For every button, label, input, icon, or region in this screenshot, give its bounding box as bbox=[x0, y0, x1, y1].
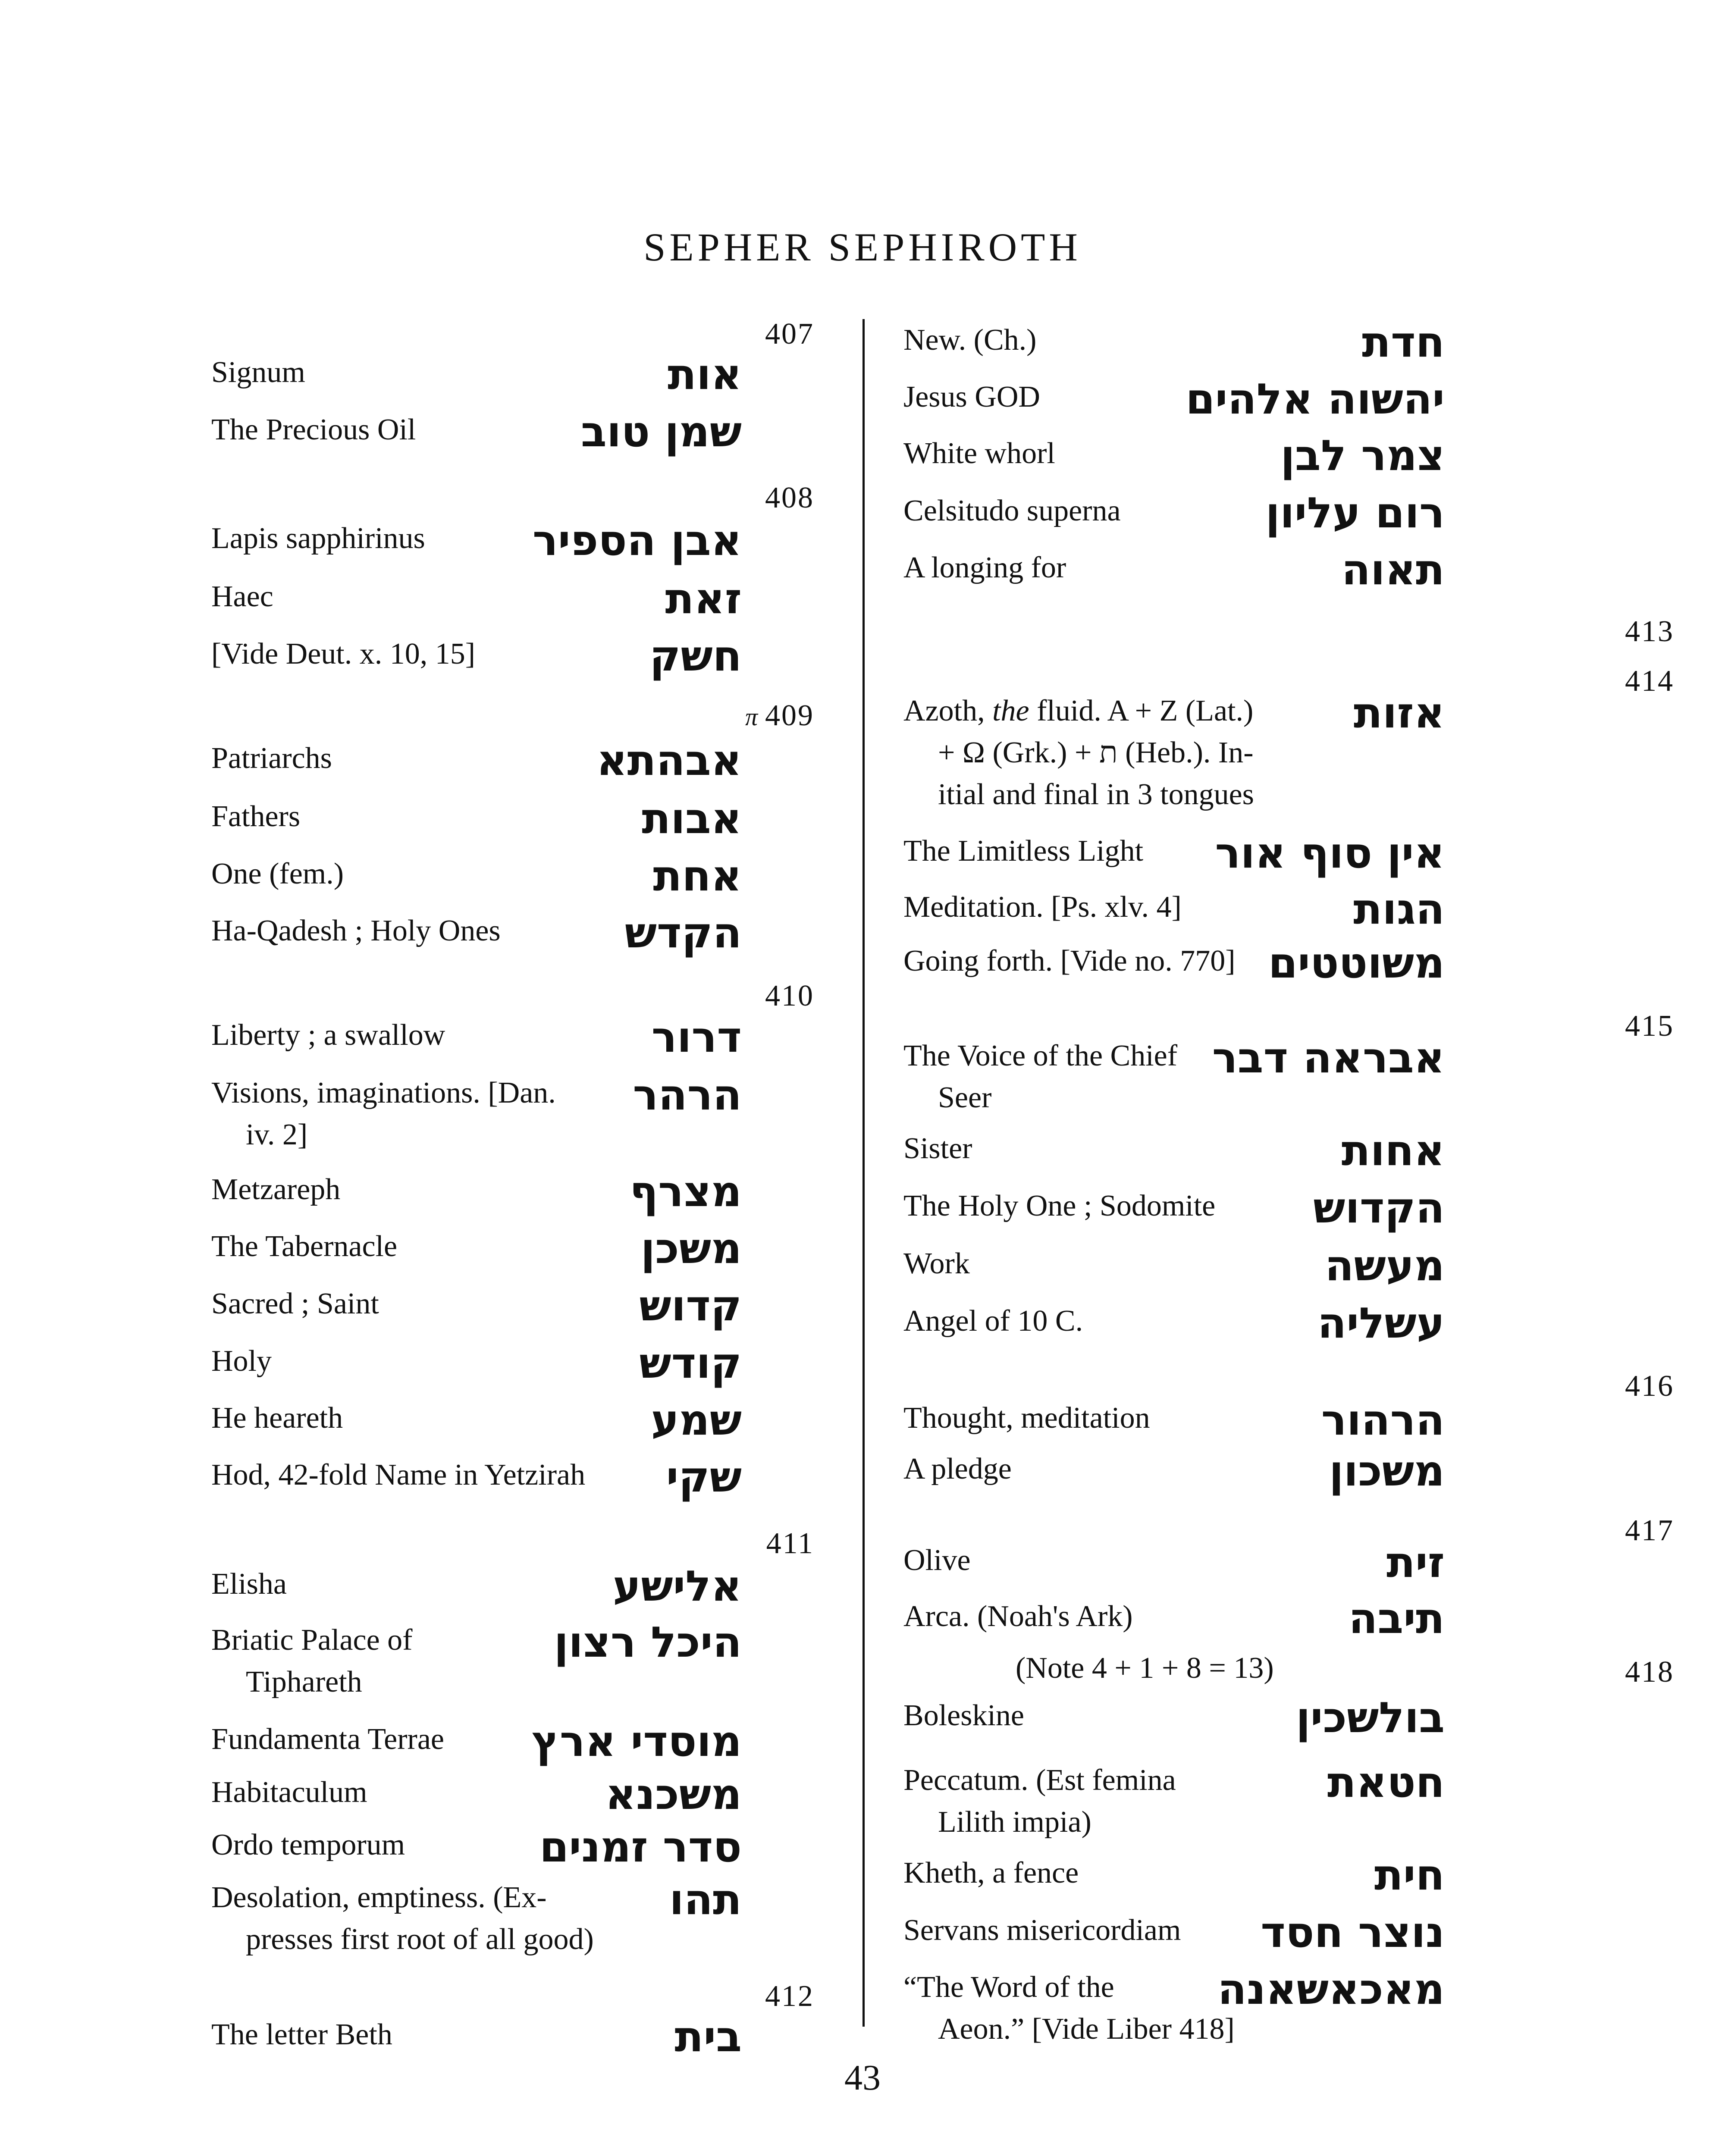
entry-hebrew: אבהתא bbox=[596, 736, 742, 785]
entry-hebrew: הגות bbox=[1353, 885, 1445, 934]
entry-english: Olive bbox=[903, 1544, 971, 1577]
entry-english: Kheth, a fence bbox=[903, 1856, 1079, 1890]
entry-number-418: 418 bbox=[1625, 1655, 1674, 1689]
entry-english bbox=[211, 1619, 412, 1703]
entry-hebrew: מעשה bbox=[1325, 1241, 1445, 1291]
entry-hebrew: זית bbox=[1386, 1538, 1445, 1587]
entry-english: New. (Ch.) bbox=[903, 323, 1037, 357]
entry-english: Holy bbox=[211, 1344, 272, 1378]
entry-english-line: Desolation, emptiness. (Ex- bbox=[211, 1881, 547, 1914]
entry-english: Sacred ; Saint bbox=[211, 1287, 379, 1320]
entry-english: Arca. (Noah's Ark) bbox=[903, 1600, 1133, 1633]
entry-english: Ordo temporum bbox=[211, 1828, 405, 1861]
page-number: 43 bbox=[844, 2058, 881, 2098]
entry-english-continuation: presses first root of all good) bbox=[246, 1923, 594, 1956]
entry-hebrew: קדוש bbox=[639, 1282, 742, 1331]
entry-hebrew: הרהור bbox=[1321, 1396, 1445, 1445]
entry-number-417: 417 bbox=[1625, 1514, 1674, 1547]
entry-english: Boleskine bbox=[903, 1699, 1024, 1732]
entry-hebrew: הקדש bbox=[624, 909, 742, 958]
entry-number-411: 411 bbox=[766, 1527, 814, 1560]
entry-hebrew: שקי bbox=[666, 1453, 742, 1502]
entry-english-line: Visions, imaginations. [Dan. bbox=[211, 1076, 556, 1109]
entry-hebrew: אבראה דבר bbox=[1212, 1034, 1445, 1083]
entry-hebrew: אחת bbox=[653, 852, 742, 901]
entry-hebrew: אבן הספיר bbox=[532, 516, 742, 565]
entry-english: White whorl bbox=[903, 437, 1055, 470]
entry-hebrew: תיבה bbox=[1349, 1594, 1445, 1643]
entry-number-414: 414 bbox=[1625, 664, 1674, 698]
entry-english-continuation: iv. 2] bbox=[246, 1118, 308, 1151]
entry-hebrew: רום עליון bbox=[1265, 489, 1445, 538]
entry-hebrew: שמע bbox=[651, 1396, 742, 1445]
entry-english: Sister bbox=[903, 1132, 972, 1165]
entry-english bbox=[903, 1759, 1176, 1843]
entry-number-416: 416 bbox=[1625, 1369, 1674, 1403]
entry-hebrew: חטאת bbox=[1327, 1758, 1445, 1807]
entry-number-409 bbox=[745, 701, 814, 731]
entry-number-407: 407 bbox=[765, 317, 814, 351]
entry-hebrew: חדת bbox=[1362, 318, 1445, 367]
entry-english bbox=[903, 1966, 1235, 2050]
entry-english: The Holy One ; Sodomite bbox=[903, 1189, 1216, 1222]
entry-english-line bbox=[903, 694, 1253, 727]
entry-hebrew: בולשכין bbox=[1295, 1693, 1445, 1742]
page-title: SEPHER SEPHIROTH bbox=[643, 225, 1082, 269]
entry-hebrew: תאוה bbox=[1341, 545, 1445, 595]
entry-english: Going forth. [Vide no. 770] bbox=[903, 944, 1236, 978]
entry-english-continuation: + Ω (Grk.) + ת (Heb.). In- bbox=[938, 736, 1254, 769]
entry-english: Fathers bbox=[211, 800, 301, 833]
entry-hebrew: זאת bbox=[665, 574, 742, 624]
entry-hebrew: אבות bbox=[642, 794, 742, 843]
entry-hebrew: חית bbox=[1374, 1851, 1445, 1900]
entry-hebrew: הקדוש bbox=[1313, 1184, 1445, 1233]
entry-hebrew: תהו bbox=[669, 1875, 742, 1924]
entry-english: The letter Beth bbox=[211, 2018, 392, 2051]
entry-hebrew: קודש bbox=[639, 1339, 742, 1388]
entry-english: The Limitless Light bbox=[903, 834, 1144, 868]
entry-english: The Tabernacle bbox=[211, 1230, 398, 1263]
entry-english-continuation: itial and final in 3 tongues bbox=[938, 778, 1254, 811]
entry-hebrew: מאכאשאנה bbox=[1217, 1965, 1445, 2014]
entry-number-408: 408 bbox=[765, 481, 814, 514]
entry-english bbox=[211, 1877, 594, 1960]
entry-number-413: 413 bbox=[1625, 615, 1674, 648]
entry-hebrew: משוטטים bbox=[1268, 939, 1445, 988]
italic-word: the bbox=[992, 694, 1029, 727]
entry-english: Meditation. [Ps. xlv. 4] bbox=[903, 890, 1182, 924]
entry-english: A longing for bbox=[903, 551, 1066, 584]
entry-number-415: 415 bbox=[1625, 1009, 1674, 1043]
entry-hebrew: נוצר חסד bbox=[1261, 1908, 1445, 1957]
entry-hebrew: אין סוף אור bbox=[1215, 829, 1445, 878]
entry-english-continuation: Aeon.” [Vide Liber 418] bbox=[938, 2012, 1235, 2046]
entry-english: Celsitudo superna bbox=[903, 494, 1121, 527]
entry-english: Signum bbox=[211, 356, 305, 389]
entry-english: A pledge bbox=[903, 1452, 1012, 1485]
entry-english: [Vide Deut. x. 10, 15] bbox=[211, 637, 476, 671]
entry-english bbox=[903, 690, 1254, 815]
entry-english: Patriarchs bbox=[211, 742, 332, 775]
entry-english-line: Briatic Palace of bbox=[211, 1623, 413, 1657]
entry-hebrew: היכל רצון bbox=[554, 1618, 742, 1667]
entry-english-line: “The Word of the bbox=[903, 1971, 1114, 2004]
entry-number-412: 412 bbox=[765, 1980, 814, 2013]
entry-number-410: 410 bbox=[765, 979, 814, 1012]
entry-english: Thought, meditation bbox=[903, 1401, 1150, 1435]
entry-hebrew: מוסדי ארץ bbox=[532, 1717, 742, 1766]
entry-english: Hod, 42-fold Name in Yetzirah bbox=[211, 1458, 586, 1492]
entry-english: Liberty ; a swallow bbox=[211, 1018, 445, 1052]
entry-english bbox=[903, 1035, 1177, 1119]
entry-english: Servans misericordiam bbox=[903, 1914, 1181, 1947]
entry-hebrew: משכון bbox=[1329, 1447, 1445, 1496]
entry-english: Haec bbox=[211, 580, 273, 613]
entry-english: Fundamenta Terrae bbox=[211, 1723, 444, 1756]
right-column bbox=[865, 0, 1725, 2156]
entry-english-continuation: Lilith impia) bbox=[938, 1805, 1091, 1839]
entry-hebrew: אלישע bbox=[612, 1562, 742, 1611]
entry-number-value: 409 bbox=[765, 699, 814, 732]
entry-english: Ha-Qadesh ; Holy Ones bbox=[211, 914, 501, 947]
entry-hebrew: חשק bbox=[649, 632, 742, 681]
entry-hebrew: בית bbox=[674, 2012, 742, 2062]
entry-hebrew: יהשוה אלהים bbox=[1186, 375, 1445, 424]
entry-hebrew: דרור bbox=[651, 1013, 742, 1062]
entry-english bbox=[211, 1072, 556, 1156]
entry-english: Work bbox=[903, 1247, 970, 1280]
azoth-rest: fluid. A + Z (Lat.) bbox=[1029, 694, 1254, 727]
entry-hebrew: אזות bbox=[1353, 689, 1445, 738]
entry-english: He heareth bbox=[211, 1401, 343, 1435]
entry-english: Jesus GOD bbox=[903, 380, 1040, 414]
pi-mark: π bbox=[745, 703, 759, 731]
entry-english: Metzareph bbox=[211, 1173, 341, 1206]
entry-hebrew: משכן bbox=[640, 1224, 742, 1273]
entry-hebrew: סדר זמנים bbox=[539, 1823, 742, 1872]
entry-english: Elisha bbox=[211, 1567, 287, 1601]
entry-english-line: Peccatum. (Est femina bbox=[903, 1764, 1176, 1797]
entry-english-line: The Voice of the Chief bbox=[903, 1039, 1178, 1072]
entry-english: Lapis sapphirinus bbox=[211, 522, 425, 555]
entry-english-continuation: Tiphareth bbox=[246, 1665, 362, 1698]
entry-hebrew: אחות bbox=[1341, 1126, 1445, 1175]
entry-note: (Note 4 + 1 + 8 = 13) bbox=[1016, 1651, 1274, 1685]
entry-hebrew: שמן טוב bbox=[581, 407, 742, 457]
entry-english: One (fem.) bbox=[211, 857, 344, 890]
entry-hebrew: הרהר bbox=[633, 1071, 742, 1120]
entry-hebrew: מצרף bbox=[629, 1167, 742, 1216]
entry-hebrew: צמר לבן bbox=[1280, 431, 1445, 480]
azoth-label: Azoth, bbox=[903, 694, 993, 727]
entry-english-continuation: Seer bbox=[938, 1081, 992, 1114]
entry-hebrew: משכנא bbox=[605, 1770, 742, 1819]
entry-english: Angel of 10 C. bbox=[903, 1304, 1083, 1338]
entry-english: The Precious Oil bbox=[211, 413, 416, 446]
left-column bbox=[0, 0, 862, 2156]
entry-hebrew: אות bbox=[668, 350, 742, 399]
entry-hebrew: עשליה bbox=[1317, 1299, 1445, 1348]
entry-english: Habitaculum bbox=[211, 1776, 367, 1809]
